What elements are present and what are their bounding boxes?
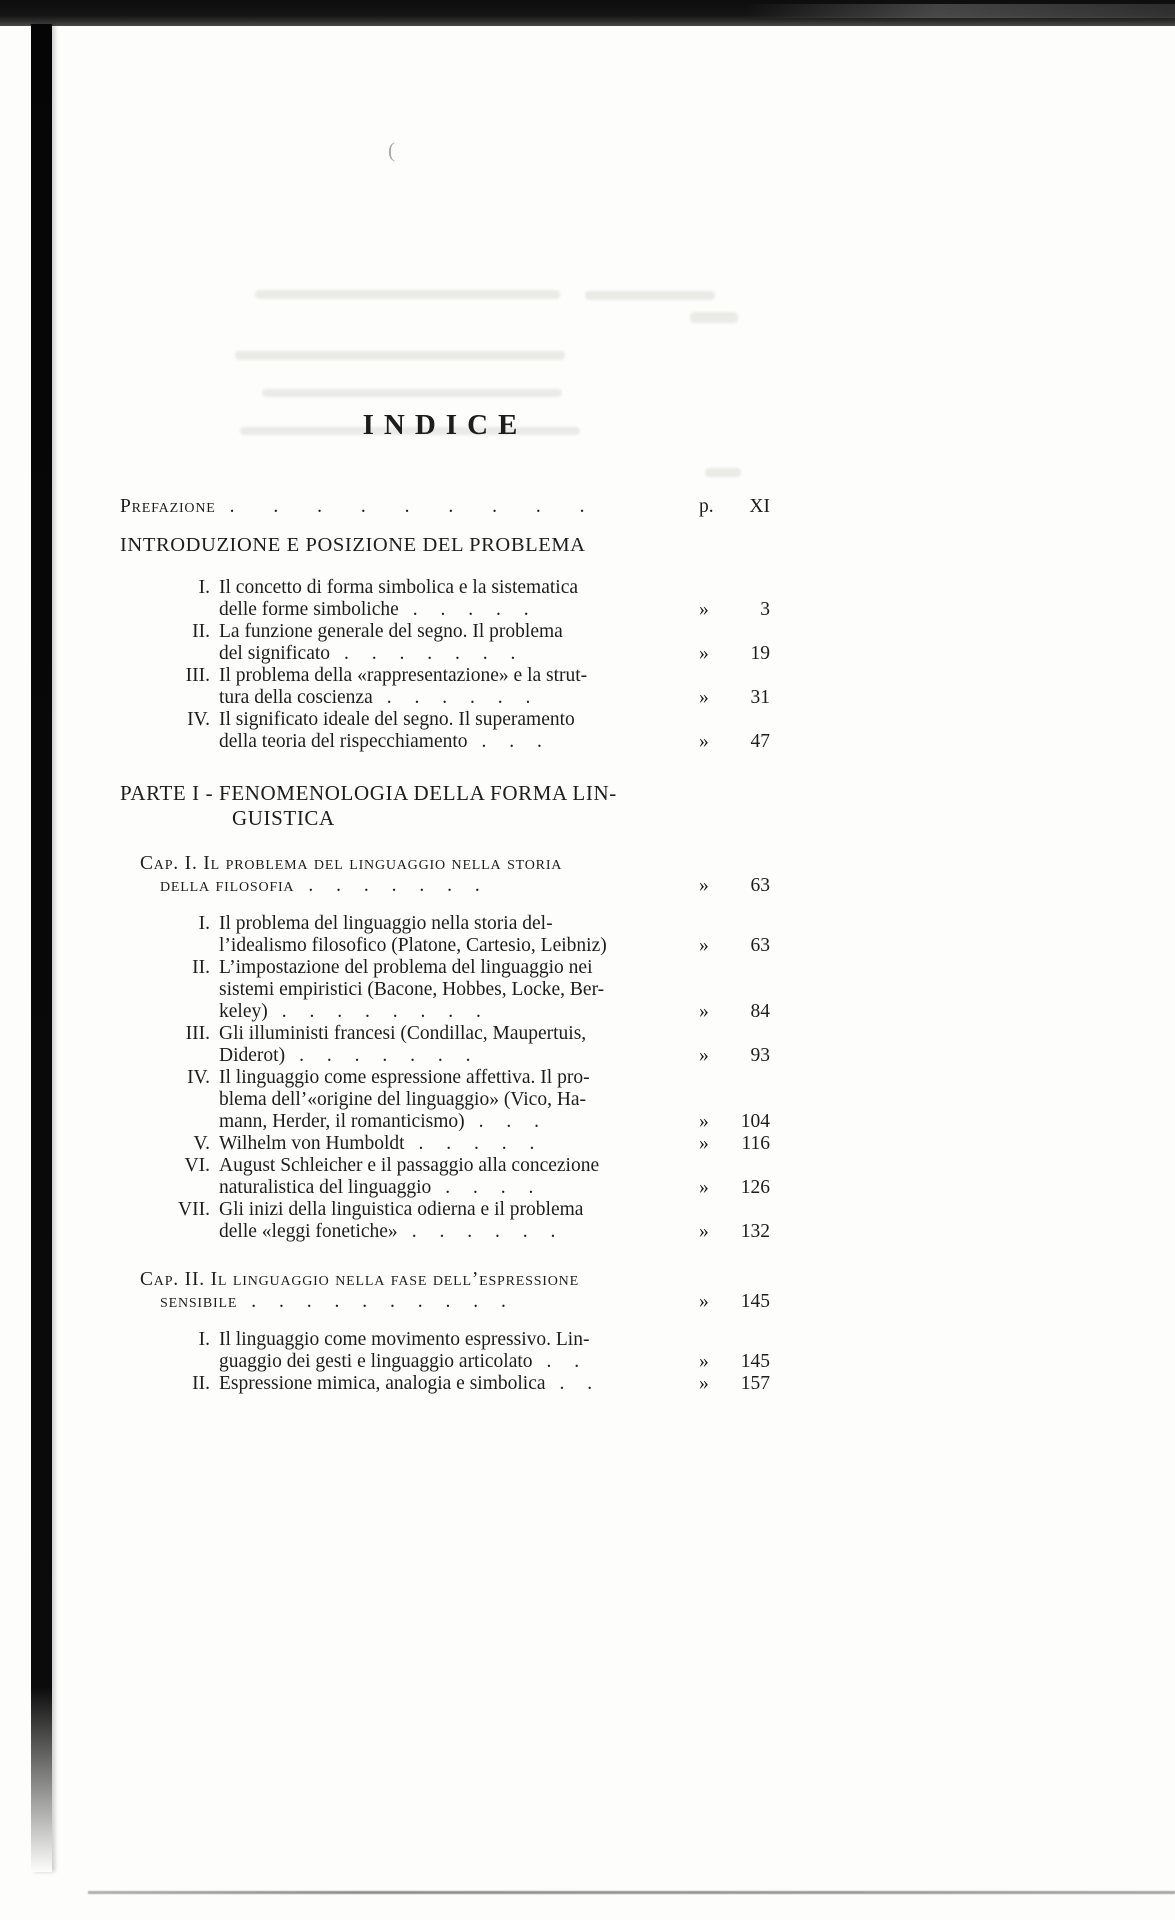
page-ref-mark: » [699, 1373, 709, 1394]
page-ref-mark: » [699, 1291, 709, 1312]
page-ref-mark: » [699, 875, 709, 896]
book-spine-edge [31, 24, 52, 1872]
entry-line: La funzione generale del segno. Il problema [219, 621, 563, 642]
intro-entries [120, 577, 770, 753]
dot-leader: . . . . . . . [299, 1045, 471, 1066]
entry-line [219, 1221, 699, 1243]
entry-text [219, 1155, 699, 1199]
toc-entry [120, 665, 770, 709]
page-ref-mark: » [699, 1177, 709, 1198]
page-ref-mark: » [699, 1133, 709, 1154]
dot-leader: . . . [481, 731, 542, 752]
entry-line: Il linguaggio come espressione affettiva. Il pro- [219, 1067, 590, 1088]
page-ref-mark: » [699, 1351, 709, 1372]
page-ref [699, 599, 770, 621]
page-ref-mark: » [699, 1221, 709, 1242]
entry-text [219, 1199, 699, 1243]
page-number: 47 [750, 731, 770, 752]
page-number: 145 [740, 1351, 770, 1372]
chapter-heading-line: Cap. I. Il problema del linguaggio nella storia [140, 853, 563, 874]
entry-line [219, 687, 699, 709]
entry-line-text: delle «leggi fonetiche» [219, 1221, 398, 1242]
dot-leader: . . [559, 1373, 593, 1394]
page-ref [699, 496, 770, 518]
entry-line-text: della teoria del rispecchiamento [219, 731, 468, 752]
entry-numeral: II. [192, 957, 210, 978]
entry-numeral: IV. [187, 709, 210, 730]
dot-leader: . . . . . . . . [281, 1001, 481, 1022]
entry-line-text: keley) [219, 1001, 268, 1022]
page-column-abbrev: p. [699, 496, 714, 517]
entry-line-text: del significato [219, 643, 331, 664]
page-number: 132 [740, 1221, 770, 1242]
entry-text [219, 621, 699, 665]
toc-page [120, 0, 770, 1395]
cap2-entries [120, 1329, 770, 1395]
page-ref-mark: » [699, 731, 709, 752]
page-ref [699, 1351, 770, 1373]
entry-numeral: I. [198, 1329, 210, 1350]
entry-numeral: III. [185, 665, 210, 686]
entry-line [219, 1177, 699, 1199]
page-number: 84 [750, 1001, 770, 1022]
chapter-heading-cap2 [120, 1269, 770, 1313]
toc-entry [120, 1329, 770, 1373]
entry-line [219, 935, 699, 957]
dot-leader: . . . [478, 1111, 539, 1132]
dot-leader: . . . . . . . [344, 643, 516, 664]
part-heading-line: GUISTICA [232, 806, 335, 830]
entry-numeral: V. [193, 1133, 210, 1154]
page-ref [699, 687, 770, 709]
page-number: 126 [740, 1177, 770, 1198]
page-number: 157 [740, 1373, 770, 1394]
page-number: 116 [741, 1133, 770, 1154]
page-number: 19 [750, 643, 770, 664]
entry-line: L’impostazione del problema del linguaggio nei [219, 957, 593, 978]
section-heading-introduzione: INTRODUZIONE E POSIZIONE DEL PROBLEMA [120, 534, 586, 556]
page-ref-mark: » [699, 599, 709, 620]
entry-line-text: Wilhelm von Humboldt [219, 1133, 405, 1154]
entry-line [219, 643, 699, 665]
entry-line: Il linguaggio come movimento espressivo. Lin- [219, 1329, 590, 1350]
entry-numeral: IV. [187, 1067, 210, 1088]
toc-entry-prefazione [120, 496, 770, 518]
entry-text [219, 957, 699, 1023]
toc-entry [120, 1133, 770, 1155]
toc-entry [120, 957, 770, 1023]
page-number: 104 [740, 1111, 770, 1132]
chapter-heading-text: sensibile [160, 1291, 238, 1312]
page-ref [699, 1045, 770, 1067]
scan-artifact: ( [388, 138, 395, 162]
toc-entry [120, 1155, 770, 1199]
entry-line: Il concetto di forma simbolica e la sistematica [219, 577, 578, 598]
toc-entry [120, 1023, 770, 1067]
entry-numeral: II. [192, 1373, 210, 1394]
page-number: XI [749, 496, 770, 517]
entry-text [219, 709, 699, 753]
entry-line-text: delle forme simboliche [219, 599, 399, 620]
entry-numeral: III. [185, 1023, 210, 1044]
dot-leader: . . [546, 1351, 580, 1372]
entry-line [219, 1373, 699, 1395]
page-ref [699, 1001, 770, 1023]
toc-entry [120, 709, 770, 753]
entry-text [219, 1023, 699, 1067]
entry-line [219, 599, 699, 621]
page-title: INDICE [362, 409, 528, 441]
page-ref [699, 875, 770, 897]
toc-entry [120, 1067, 770, 1133]
entry-line: sistemi empiristici (Bacone, Hobbes, Locke, Ber- [219, 979, 605, 1000]
dot-leader: . . . . . . . . . . [251, 1291, 506, 1312]
page-ref [699, 731, 770, 753]
page-number: 63 [750, 875, 770, 896]
entry-numeral: VI. [184, 1155, 210, 1176]
page-ref [699, 1111, 770, 1133]
entry-line: Il significato ideale del segno. Il superamento [219, 709, 575, 730]
entry-numeral: VII. [178, 1199, 210, 1220]
entry-text [219, 913, 699, 957]
entry-numeral: II. [192, 621, 210, 642]
entry-line-text: l’idealismo filosofico (Platone, Cartesio, Leibniz) [219, 935, 607, 956]
entry-text [219, 1373, 699, 1395]
entry-line-text: naturalistica del linguaggio [219, 1177, 432, 1198]
entry-line-text: Diderot) [219, 1045, 286, 1066]
page-number: 93 [750, 1045, 770, 1066]
page-ref-mark: » [699, 1045, 709, 1066]
entry-line-text: mann, Herder, il romanticismo) [219, 1111, 465, 1132]
page-ref [699, 935, 770, 957]
page-ref-mark: » [699, 687, 709, 708]
page-ref-mark: » [699, 643, 709, 664]
entry-line [219, 1045, 699, 1067]
scan-bottom-edge [88, 1891, 1175, 1894]
page-number: 63 [750, 935, 770, 956]
toc-entry [120, 1199, 770, 1243]
toc-entry [120, 1373, 770, 1395]
entry-text [219, 1067, 699, 1133]
entry-text [219, 1329, 699, 1373]
page-ref [699, 1291, 770, 1313]
entry-text [219, 1133, 699, 1155]
dot-leader: . . . . . [418, 1133, 535, 1154]
entry-line-text: tura della coscienza [219, 687, 373, 708]
chapter-heading-cap1 [120, 853, 770, 897]
toc-entry [120, 621, 770, 665]
page-ref-mark: » [699, 1001, 709, 1022]
dot-leader: . . . . . . . [308, 875, 480, 896]
page-ref [699, 1221, 770, 1243]
chapter-heading-line [120, 875, 770, 897]
entry-line-text: guaggio dei gesti e linguaggio articolato [219, 1351, 533, 1372]
part-heading [120, 781, 770, 831]
chapter-heading-line [120, 1291, 770, 1313]
entry-numeral: I. [198, 577, 210, 598]
entry-line [219, 731, 699, 753]
entry-line [219, 1001, 699, 1023]
page-ref-mark: » [699, 1111, 709, 1132]
dot-leader: . . . . . . [411, 1221, 556, 1242]
toc-entry [120, 913, 770, 957]
dot-leader: . . . . . . . . . [229, 496, 585, 517]
chapter-heading-text: della filosofia [160, 875, 295, 896]
entry-line-text: Espressione mimica, analogia e simbolica [219, 1373, 546, 1394]
entry-line: Gli inizi della linguistica odierna e il problema [219, 1199, 584, 1220]
dot-leader: . . . . [445, 1177, 534, 1198]
entry-line: Gli illuministi francesi (Condillac, Maupertuis, [219, 1023, 587, 1044]
page-number: 31 [750, 687, 770, 708]
page-ref-mark: » [699, 935, 709, 956]
page-number: 3 [760, 599, 770, 620]
page-ref [699, 643, 770, 665]
part-heading-line: PARTE I - FENOMENOLOGIA DELLA FORMA LIN- [120, 781, 617, 805]
page-ref [699, 1133, 770, 1155]
cap1-entries [120, 913, 770, 1243]
entry-line: blema dell’«origine del linguaggio» (Vico, Ha- [219, 1089, 587, 1110]
entry-line: August Schleicher e il passaggio alla concezione [219, 1155, 600, 1176]
dot-leader: . . . . . . [386, 687, 531, 708]
entry-line [219, 1133, 699, 1155]
prefazione-label: Prefazione [120, 496, 216, 517]
entry-line: Il problema del linguaggio nella storia del- [219, 913, 553, 934]
page-ref [699, 1373, 770, 1395]
chapter-heading-line: Cap. II. Il linguaggio nella fase dell’espressione [140, 1269, 579, 1290]
entry-line [219, 1111, 699, 1133]
dot-leader: . . . . . [412, 599, 529, 620]
entry-text [219, 665, 699, 709]
page-ref [699, 1177, 770, 1199]
entry-line [219, 1351, 699, 1373]
toc-entry [120, 577, 770, 621]
entry-line: Il problema della «rappresentazione» e la strut- [219, 665, 588, 686]
entry-numeral: I. [198, 913, 210, 934]
entry-text [219, 577, 699, 621]
page-number: 145 [740, 1291, 770, 1312]
